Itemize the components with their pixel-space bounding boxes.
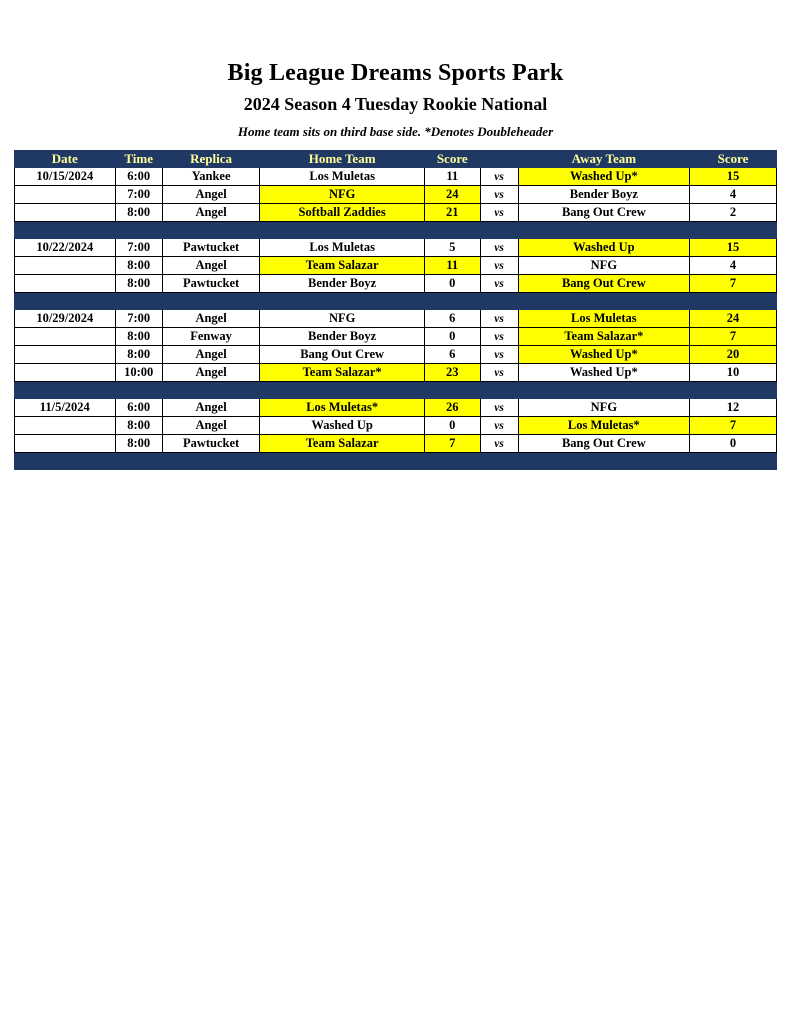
away-score-cell: 2 <box>690 204 777 222</box>
time-cell: 7:00 <box>115 239 162 257</box>
away-score-cell: 15 <box>690 239 777 257</box>
away-score-cell: 7 <box>690 417 777 435</box>
away-score-cell: 7 <box>690 328 777 346</box>
header-cell-score: Score <box>424 151 480 168</box>
game-row <box>15 399 777 417</box>
time-cell: 6:00 <box>115 399 162 417</box>
vs-cell: vs <box>480 435 518 453</box>
group-separator-bar <box>15 222 777 239</box>
table-header-row <box>15 151 777 168</box>
away-score-cell: 15 <box>690 168 777 186</box>
date-cell <box>15 328 116 346</box>
home-team-cell: Los Muletas* <box>260 399 425 417</box>
replica-cell: Angel <box>162 186 260 204</box>
time-cell: 8:00 <box>115 346 162 364</box>
replica-cell: Angel <box>162 417 260 435</box>
date-cell <box>15 364 116 382</box>
time-cell: 8:00 <box>115 417 162 435</box>
replica-cell: Angel <box>162 204 260 222</box>
time-cell: 6:00 <box>115 168 162 186</box>
date-cell: 11/5/2024 <box>15 399 116 417</box>
home-score-cell: 11 <box>424 257 480 275</box>
date-cell <box>15 204 116 222</box>
page-note: Home team sits on third base side. *Denotes Doubleheader <box>237 124 554 139</box>
header-cell-home-team: Home Team <box>260 151 425 168</box>
game-row <box>15 257 777 275</box>
home-score-cell: 6 <box>424 346 480 364</box>
time-cell: 10:00 <box>115 364 162 382</box>
replica-cell: Pawtucket <box>162 275 260 293</box>
game-row <box>15 168 777 186</box>
away-score-cell: 24 <box>690 310 777 328</box>
time-cell: 8:00 <box>115 204 162 222</box>
away-team-cell: Bender Boyz <box>518 186 689 204</box>
home-score-cell: 0 <box>424 328 480 346</box>
home-team-cell: Los Muletas <box>260 168 425 186</box>
home-team-cell: Team Salazar <box>260 257 425 275</box>
header-cell-date: Date <box>15 151 116 168</box>
game-row <box>15 310 777 328</box>
away-score-cell: 20 <box>690 346 777 364</box>
game-row <box>15 328 777 346</box>
away-team-cell: NFG <box>518 399 689 417</box>
home-score-cell: 6 <box>424 310 480 328</box>
game-row <box>15 346 777 364</box>
game-row <box>15 275 777 293</box>
group-separator-fill <box>15 293 777 310</box>
date-cell <box>15 417 116 435</box>
away-team-cell: NFG <box>518 257 689 275</box>
away-team-cell: Washed Up* <box>518 364 689 382</box>
group-separator-bar <box>15 293 777 310</box>
group-separator-bar <box>15 382 777 399</box>
home-team-cell: Softball Zaddies <box>260 204 425 222</box>
time-cell: 8:00 <box>115 435 162 453</box>
away-team-cell: Team Salazar* <box>518 328 689 346</box>
home-team-cell: Bender Boyz <box>260 328 425 346</box>
replica-cell: Angel <box>162 399 260 417</box>
page-title: Big League Dreams Sports Park <box>227 60 564 86</box>
vs-cell: vs <box>480 257 518 275</box>
replica-cell: Angel <box>162 346 260 364</box>
home-score-cell: 24 <box>424 186 480 204</box>
home-score-cell: 26 <box>424 399 480 417</box>
away-score-cell: 10 <box>690 364 777 382</box>
home-team-cell: Bang Out Crew <box>260 346 425 364</box>
replica-cell: Angel <box>162 257 260 275</box>
time-cell: 7:00 <box>115 310 162 328</box>
header-cell-vs <box>480 151 518 168</box>
game-row <box>15 364 777 382</box>
away-score-cell: 0 <box>690 435 777 453</box>
time-cell: 8:00 <box>115 328 162 346</box>
home-team-cell: Washed Up <box>260 417 425 435</box>
vs-cell: vs <box>480 417 518 435</box>
date-cell: 10/29/2024 <box>15 310 116 328</box>
document-page <box>0 0 791 470</box>
replica-cell: Angel <box>162 364 260 382</box>
home-score-cell: 11 <box>424 168 480 186</box>
home-team-cell: Team Salazar <box>260 435 425 453</box>
away-team-cell: Washed Up* <box>518 168 689 186</box>
away-team-cell: Washed Up <box>518 239 689 257</box>
schedule-table <box>14 150 777 470</box>
game-row <box>15 204 777 222</box>
vs-cell: vs <box>480 168 518 186</box>
home-team-cell: Team Salazar* <box>260 364 425 382</box>
away-score-cell: 7 <box>690 275 777 293</box>
vs-cell: vs <box>480 346 518 364</box>
date-cell: 10/22/2024 <box>15 239 116 257</box>
header-cell-away-team: Away Team <box>518 151 689 168</box>
away-score-cell: 4 <box>690 257 777 275</box>
home-score-cell: 5 <box>424 239 480 257</box>
away-team-cell: Bang Out Crew <box>518 275 689 293</box>
home-score-cell: 0 <box>424 275 480 293</box>
vs-cell: vs <box>480 399 518 417</box>
vs-cell: vs <box>480 310 518 328</box>
home-score-cell: 23 <box>424 364 480 382</box>
replica-cell: Pawtucket <box>162 435 260 453</box>
date-cell <box>15 186 116 204</box>
home-score-cell: 0 <box>424 417 480 435</box>
date-cell <box>15 346 116 364</box>
away-team-cell: Washed Up* <box>518 346 689 364</box>
group-separator-fill <box>15 453 777 470</box>
away-team-cell: Los Muletas <box>518 310 689 328</box>
date-cell <box>15 275 116 293</box>
home-team-cell: Bender Boyz <box>260 275 425 293</box>
replica-cell: Angel <box>162 310 260 328</box>
group-separator-fill <box>15 382 777 399</box>
game-row <box>15 435 777 453</box>
home-team-cell: Los Muletas <box>260 239 425 257</box>
vs-cell: vs <box>480 204 518 222</box>
replica-cell: Pawtucket <box>162 239 260 257</box>
vs-cell: vs <box>480 328 518 346</box>
date-cell <box>15 435 116 453</box>
group-separator-fill <box>15 222 777 239</box>
vs-cell: vs <box>480 186 518 204</box>
group-separator-bar <box>15 453 777 470</box>
game-row <box>15 417 777 435</box>
date-cell <box>15 257 116 275</box>
home-score-cell: 21 <box>424 204 480 222</box>
vs-cell: vs <box>480 239 518 257</box>
replica-cell: Fenway <box>162 328 260 346</box>
header-cell-replica: Replica <box>162 151 260 168</box>
away-score-cell: 4 <box>690 186 777 204</box>
header-cell-score: Score <box>690 151 777 168</box>
home-team-cell: NFG <box>260 186 425 204</box>
time-cell: 8:00 <box>115 275 162 293</box>
away-team-cell: Bang Out Crew <box>518 204 689 222</box>
home-team-cell: NFG <box>260 310 425 328</box>
vs-cell: vs <box>480 364 518 382</box>
home-score-cell: 7 <box>424 435 480 453</box>
away-score-cell: 12 <box>690 399 777 417</box>
page-subtitle: 2024 Season 4 Tuesday Rookie National <box>243 94 548 114</box>
away-team-cell: Bang Out Crew <box>518 435 689 453</box>
away-team-cell: Los Muletas* <box>518 417 689 435</box>
game-row <box>15 186 777 204</box>
header-cell-time: Time <box>115 151 162 168</box>
time-cell: 7:00 <box>115 186 162 204</box>
time-cell: 8:00 <box>115 257 162 275</box>
date-cell: 10/15/2024 <box>15 168 116 186</box>
replica-cell: Yankee <box>162 168 260 186</box>
game-row <box>15 239 777 257</box>
vs-cell: vs <box>480 275 518 293</box>
